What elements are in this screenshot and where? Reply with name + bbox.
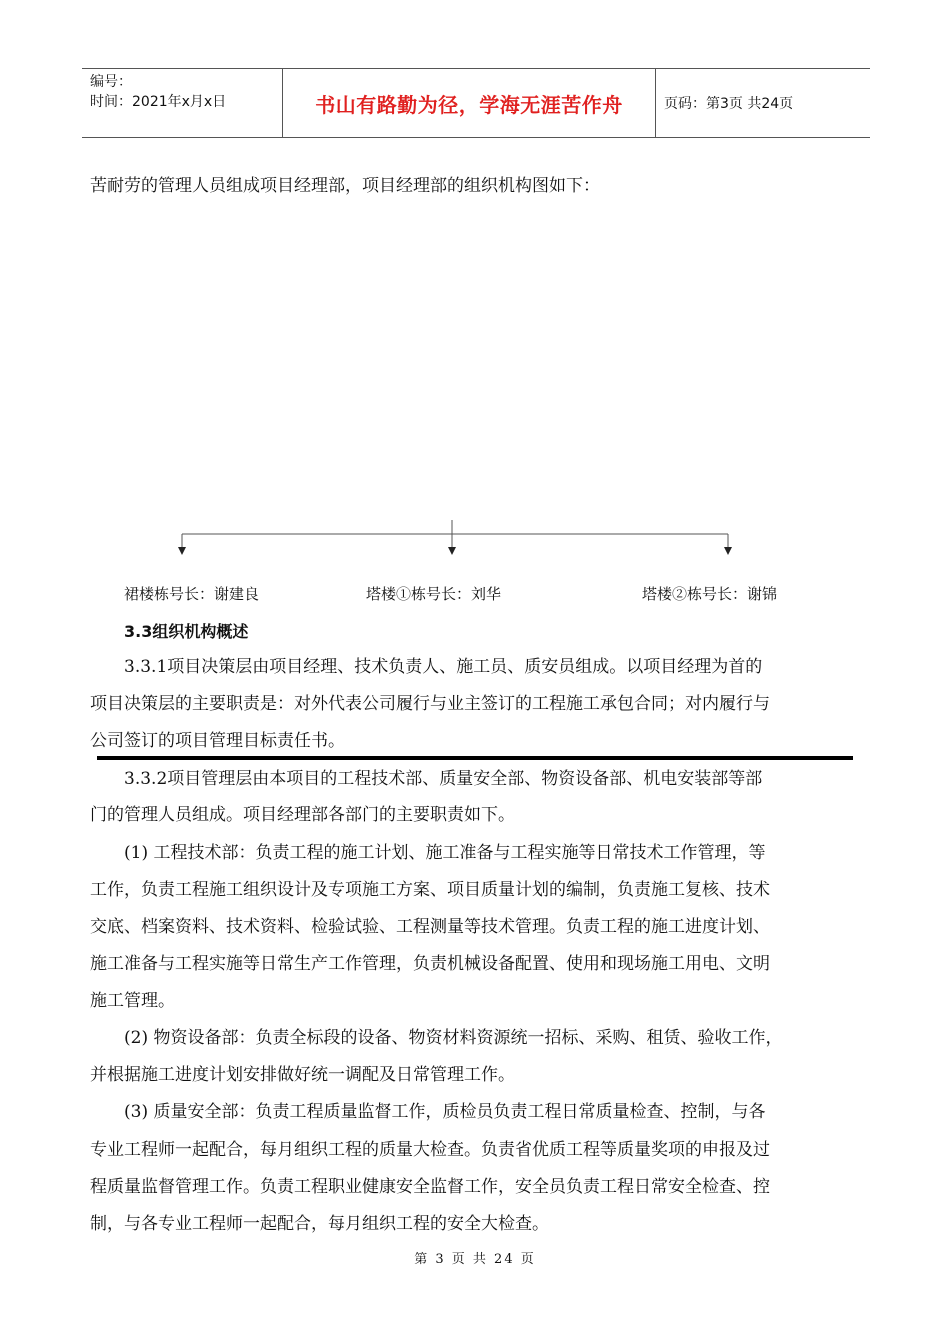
paragraph-line: (2) 物资设备部：负责全标段的设备、物资材料资源统一招标、采购、租赁、验收工作，: [124, 1028, 783, 1048]
paragraph-line: 程质量监督管理工作。负责工程职业健康安全监督工作，安全员负责工程日常安全检查、控: [90, 1177, 770, 1197]
paragraph-line: 门的管理人员组成。项目经理部各部门的主要职责如下。: [90, 805, 515, 825]
paragraph-line: 施工准备与工程实施等日常生产工作管理，负责机械设备配置、使用和现场施工用电、文明: [90, 954, 770, 974]
arrow-down-icon: [724, 547, 732, 555]
org-node-tower-1: 塔楼①栋号长：刘华: [366, 585, 502, 603]
horizontal-rule: [97, 756, 853, 760]
arrow-down-icon: [178, 547, 186, 555]
paragraph-line: 项目决策层的主要职责是：对外代表公司履行与业主签订的工程施工承包合同；对内履行与: [90, 694, 770, 714]
page-footer: 第 3 页 共 24 页: [414, 1252, 536, 1267]
org-node-podium: 裙楼栋号长：谢建良: [124, 585, 260, 603]
paragraph-line: 施工管理。: [90, 991, 175, 1011]
paragraph-line: (1) 工程技术部：负责工程的施工计划、施工准备与工程实施等日常技术工作管理，等: [124, 843, 766, 863]
paragraph-line: 交底、档案资料、技术资料、检验试验、工程测量等技术管理。负责工程的施工进度计划、: [90, 917, 770, 937]
paragraph-line: 专业工程师一起配合，每月组织工程的质量大检查。负责省优质工程等质量奖项的申报及过: [90, 1140, 770, 1160]
header-meta-cell: [82, 69, 282, 137]
paragraph-line: 3.3.2项目管理层由本项目的工程技术部、质量安全部、物资设备部、机电安装部等部: [124, 769, 763, 789]
paragraph-line: (3) 质量安全部：负责工程质量监督工作，质检员负责工程日常质量检查、控制，与各: [124, 1102, 766, 1122]
header-page-info: 页码：第3页 共24页: [664, 96, 794, 112]
org-node-tower-2: 塔楼②栋号长：谢锦: [642, 585, 778, 603]
document-time-label: 时间：2021年x月x日: [90, 94, 227, 110]
document-header: [82, 68, 870, 138]
paragraph-line: 制，与各专业工程师一起配合，每月组织工程的安全大检查。: [90, 1214, 549, 1234]
header-page-cell: [654, 69, 870, 137]
org-chart-connectors: [0, 520, 950, 580]
arrow-down-icon: [448, 547, 456, 555]
paragraph-line: 3.3.1项目决策层由项目经理、技术负责人、施工员、质安员组成。以项目经理为首的: [124, 657, 763, 677]
paragraph-line: 公司签订的项目管理目标责任书。: [90, 731, 345, 751]
section-heading: 3.3组织机构概述: [124, 622, 249, 641]
header-motto-cell: [282, 69, 656, 137]
intro-line: 苦耐劳的管理人员组成项目经理部，项目经理部的组织机构图如下：: [90, 176, 600, 196]
document-number-label: 编号：: [90, 74, 132, 90]
header-motto: 书山有路勤为径，学海无涯苦作舟: [315, 92, 623, 117]
paragraph-line: 工作，负责工程施工组织设计及专项施工方案、项目质量计划的编制，负责施工复核、技术: [90, 880, 770, 900]
paragraph-line: 并根据施工进度计划安排做好统一调配及日常管理工作。: [90, 1065, 515, 1085]
